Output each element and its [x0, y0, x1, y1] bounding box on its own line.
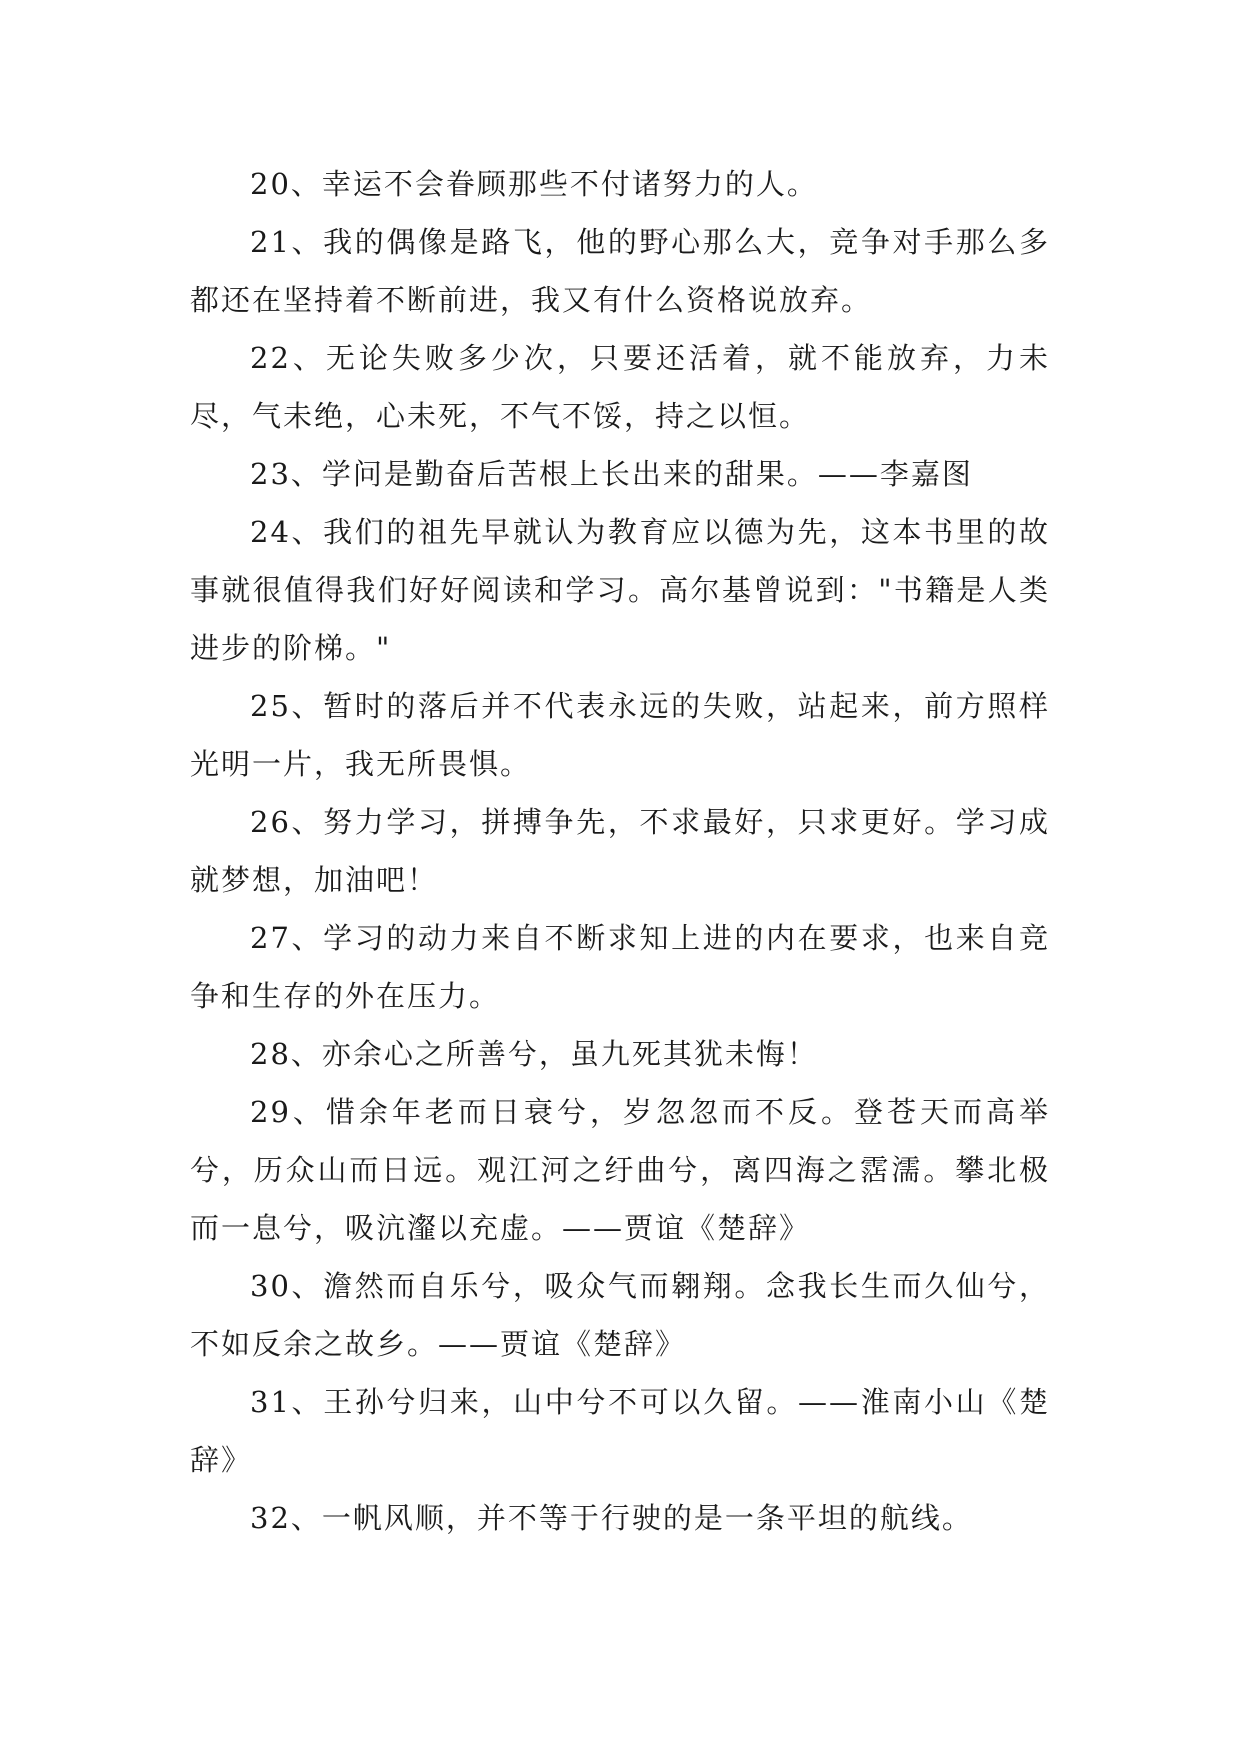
- quote-paragraph-25: 25、暂时的落后并不代表永远的失败，站起来，前方照样光明一片，我无所畏惧。: [190, 689, 1050, 781]
- quote-paragraph-24: 24、我们的祖先早就认为教育应以德为先，这本书里的故事就很值得我们好好阅读和学习。高尔基曾说到："书籍是人类进步的阶梯。": [190, 515, 1050, 665]
- quote-paragraph-22: 22、无论失败多少次，只要还活着，就不能放弃，力未尽，气未绝，心未死，不气不馁，持之以恒。: [190, 341, 1050, 433]
- quote-paragraph-29: 29、惜余年老而日衰兮，岁忽忽而不反。登苍天而高举兮，历众山而日远。观江河之纡曲兮，离四海之霑濡。攀北极而一息兮，吸沆瀣以充虚。——贾谊《楚辞》: [190, 1095, 1050, 1245]
- quote-paragraph-31: 31、王孙兮归来，山中兮不可以久留。——淮南小山《楚辞》: [190, 1385, 1050, 1477]
- quote-paragraph-28: 28、亦余心之所善兮，虽九死其犹未悔！: [250, 1037, 818, 1071]
- quote-paragraph-32: 32、一帆风顺，并不等于行驶的是一条平坦的航线。: [250, 1501, 973, 1535]
- quote-paragraph-20: 20、幸运不会眷顾那些不付诸努力的人。: [250, 167, 818, 201]
- document-body: [190, 155, 1050, 1547]
- quote-paragraph-21: 21、我的偶像是路飞，他的野心那么大，竞争对手那么多都还在坚持着不断前进，我又有什么资格说放弃。: [190, 225, 1050, 317]
- quote-paragraph-27: 27、学习的动力来自不断求知上进的内在要求，也来自竞争和生存的外在压力。: [190, 921, 1050, 1013]
- quote-paragraph-30: 30、澹然而自乐兮，吸众气而翱翔。念我长生而久仙兮，不如反余之故乡。——贾谊《楚辞》: [190, 1269, 1050, 1361]
- quote-paragraph-23: 23、学问是勤奋后苦根上长出来的甜果。——李嘉图: [250, 457, 973, 491]
- quote-paragraph-26: 26、努力学习，拼搏争先，不求最好，只求更好。学习成就梦想，加油吧！: [190, 805, 1050, 897]
